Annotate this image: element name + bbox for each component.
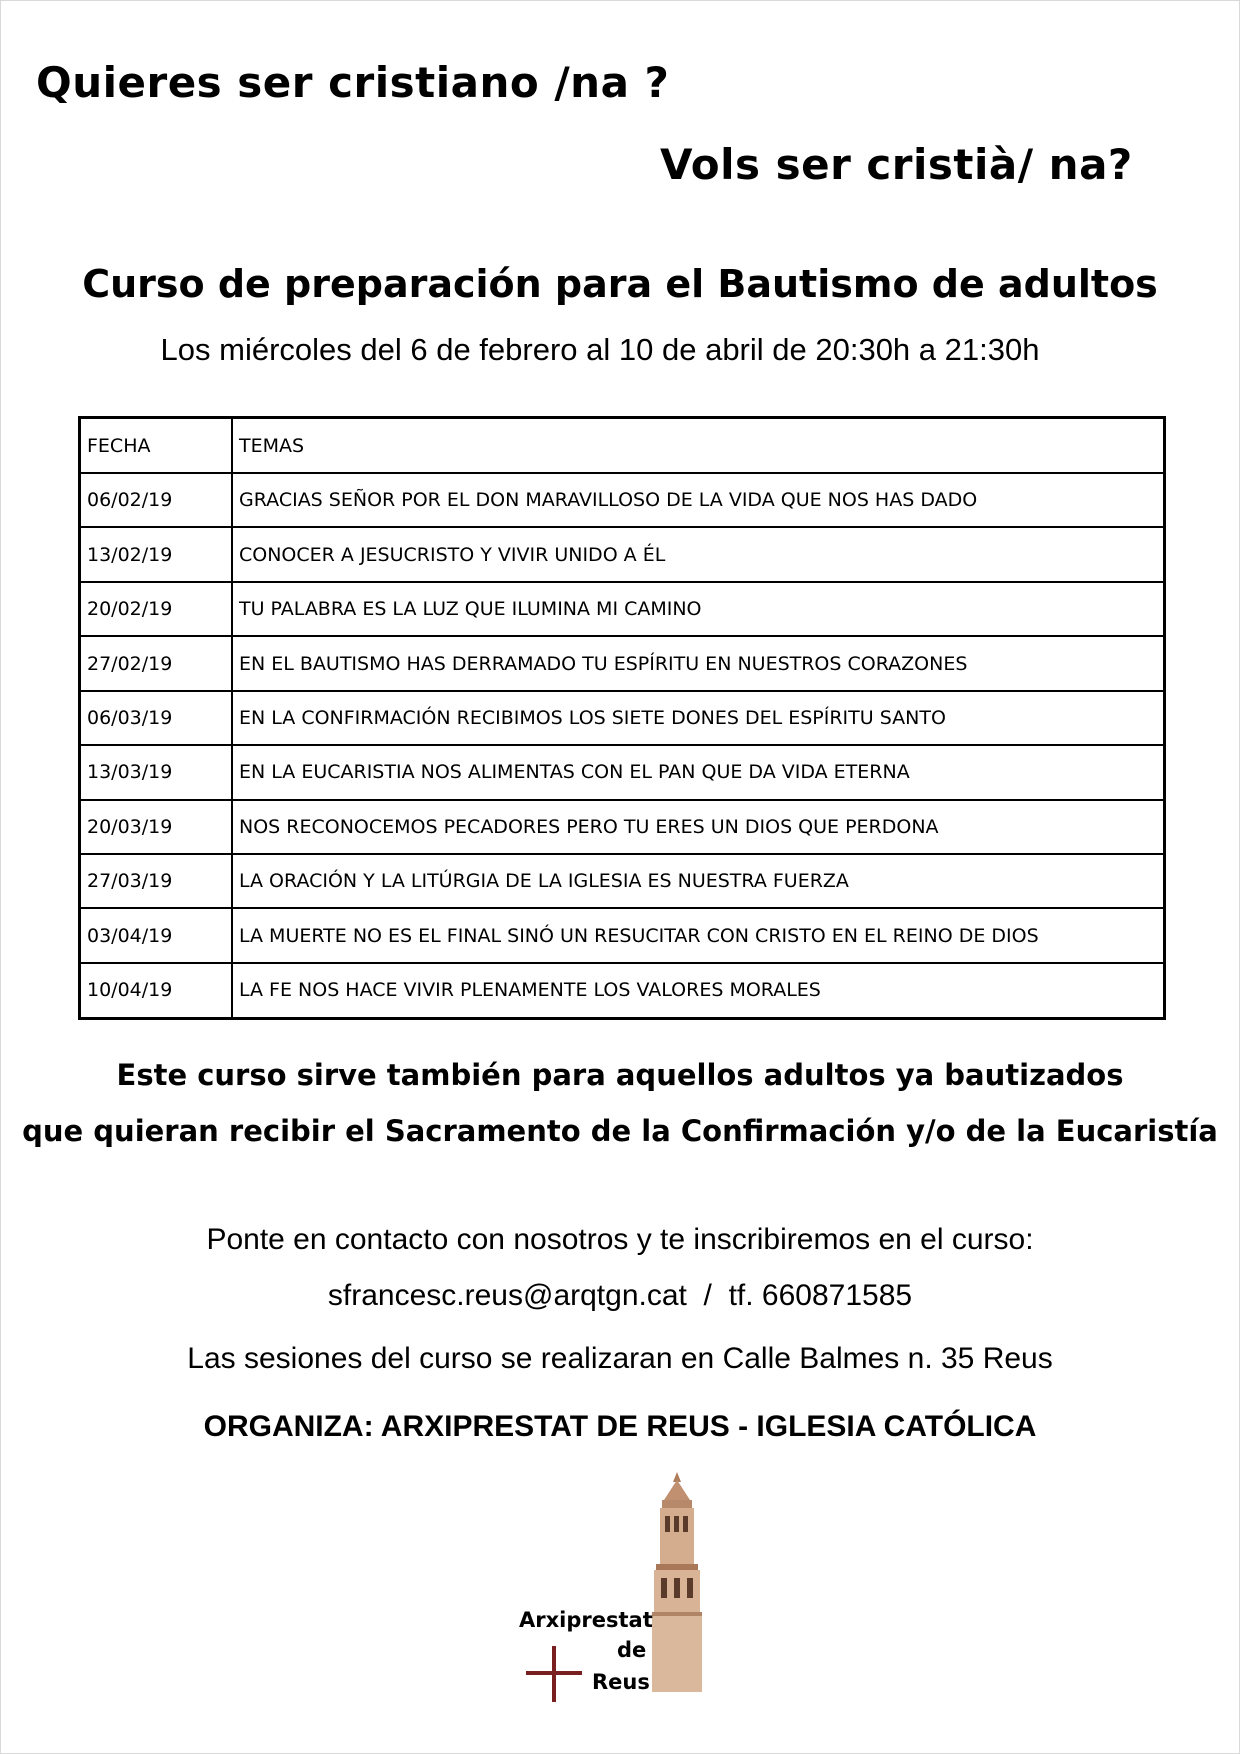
table-row <box>80 908 1165 962</box>
row-date: 27/02/19 <box>80 636 233 690</box>
contact-separator: / <box>703 1279 712 1312</box>
logo-text-line-1: Arxiprestat <box>519 1608 653 1632</box>
row-topic: CONOCER A JESUCRISTO Y VIVIR UNIDO A ÉL <box>232 527 1165 581</box>
note-line-2: que quieran recibir el Sacramento de la Confirmación y/o de la Eucaristía <box>22 1114 1218 1148</box>
row-date: 27/03/19 <box>80 854 233 908</box>
course-schedule: Los miércoles del 6 de febrero al 10 de abril de 20:30h a 21:30h <box>160 332 1040 367</box>
row-date: 06/03/19 <box>80 691 233 745</box>
organizer-text: ORGANIZA: ARXIPRESTAT DE REUS - IGLESIA CATÓLICA <box>203 1410 1037 1443</box>
table-row <box>80 745 1165 799</box>
venue-text: Las sesiones del curso se realizaran en Calle Balmes n. 35 Reus <box>187 1342 1053 1375</box>
row-topic: GRACIAS SEÑOR POR EL DON MARAVILLOSO DE LA VIDA QUE NOS HAS DADO <box>232 473 1165 527</box>
header-date: FECHA <box>80 418 233 474</box>
row-topic: NOS RECONOCEMOS PECADORES PERO TU ERES UN DIOS QUE PERDONA <box>232 800 1165 854</box>
contact-phone[interactable]: tf. 660871585 <box>728 1279 913 1312</box>
table-row <box>80 800 1165 854</box>
bell-tower-icon <box>650 1472 704 1692</box>
contact-line <box>0 1279 1240 1313</box>
row-topic: TU PALABRA ES LA LUZ QUE ILUMINA MI CAMINO <box>232 582 1165 636</box>
table-row <box>80 963 1165 1019</box>
table-row <box>80 527 1165 581</box>
row-topic: LA FE NOS HACE VIVIR PLENAMENTE LOS VALORES MORALES <box>232 963 1165 1019</box>
title-spanish: Quieres ser cristiano /na ? <box>36 58 670 107</box>
row-topic: EN EL BAUTISMO HAS DERRAMADO TU ESPÍRITU EN NUESTROS CORAZONES <box>232 636 1165 690</box>
row-topic: EN LA EUCARISTIA NOS ALIMENTAS CON EL PAN QUE DA VIDA ETERNA <box>232 745 1165 799</box>
table-header-row <box>80 418 1165 474</box>
table-row <box>80 636 1165 690</box>
header-topic: TEMAS <box>232 418 1165 474</box>
row-topic: EN LA CONFIRMACIÓN RECIBIMOS LOS SIETE DONES DEL ESPÍRITU SANTO <box>232 691 1165 745</box>
row-date: 13/03/19 <box>80 745 233 799</box>
topics-table <box>78 416 1166 1020</box>
table-row <box>80 582 1165 636</box>
table-row <box>80 473 1165 527</box>
row-topic: LA ORACIÓN Y LA LITÚRGIA DE LA IGLESIA ES NUESTRA FUERZA <box>232 854 1165 908</box>
row-date: 20/03/19 <box>80 800 233 854</box>
row-date: 06/02/19 <box>80 473 233 527</box>
contact-email[interactable]: sfrancesc.reus@arqtgn.cat <box>327 1279 687 1312</box>
course-title: Curso de preparación para el Bautismo de adultos <box>82 262 1158 306</box>
cross-icon <box>526 1646 582 1702</box>
row-date: 13/02/19 <box>80 527 233 581</box>
logo-text-line-3: Reus <box>592 1670 650 1694</box>
logo-text-line-2: de <box>617 1638 647 1662</box>
row-topic: LA MUERTE NO ES EL FINAL SINÓ UN RESUCITAR CON CRISTO EN EL REINO DE DIOS <box>232 908 1165 962</box>
table-row <box>80 854 1165 908</box>
contact-intro: Ponte en contacto con nosotros y te inscribiremos en el curso: <box>206 1223 1034 1256</box>
table-row <box>80 691 1165 745</box>
title-catalan: Vols ser cristià/ na? <box>660 140 1133 189</box>
row-date: 20/02/19 <box>80 582 233 636</box>
row-date: 10/04/19 <box>80 963 233 1019</box>
note-line-1: Este curso sirve también para aquellos adultos ya bautizados <box>116 1058 1124 1092</box>
row-date: 03/04/19 <box>80 908 233 962</box>
